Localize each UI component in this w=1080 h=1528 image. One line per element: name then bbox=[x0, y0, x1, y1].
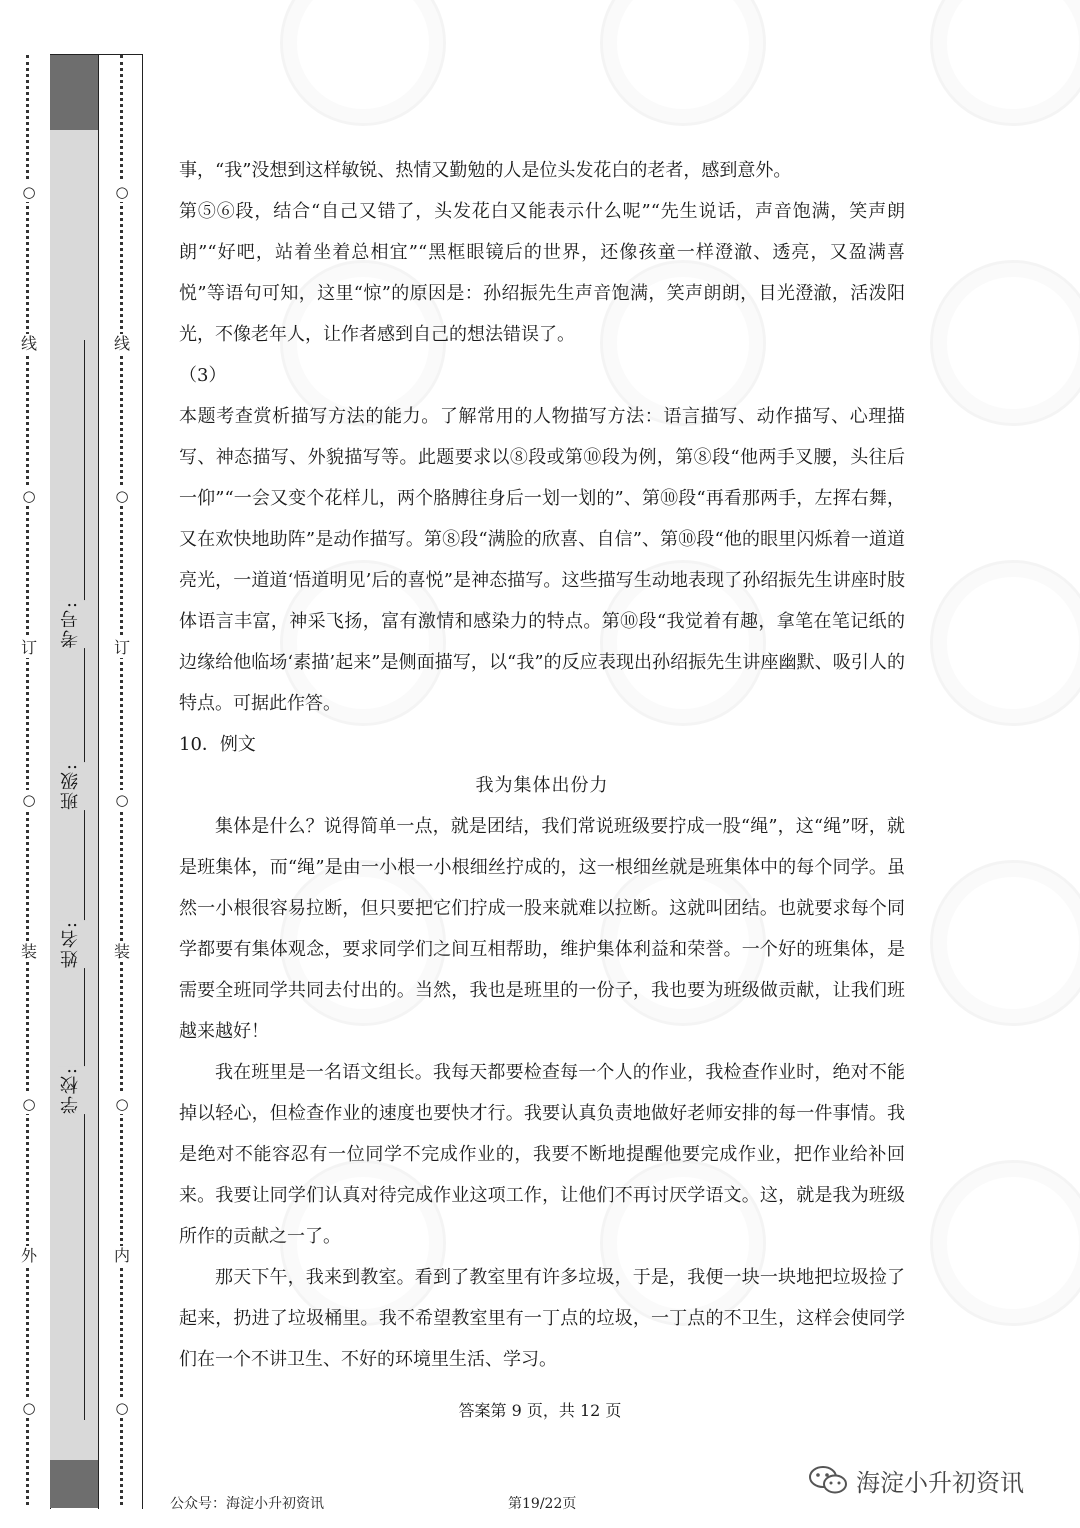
margin-circle: ○ bbox=[110, 1398, 134, 1418]
exam-no-label: 考号: bbox=[58, 600, 88, 648]
account-label: 公众号：海淀小升初资讯 bbox=[170, 1496, 324, 1512]
answer-content bbox=[179, 150, 905, 1380]
watermark-seal bbox=[600, 0, 766, 126]
margin-circle: ○ bbox=[110, 1094, 134, 1114]
paragraph: 第⑤⑥段，结合“自己又错了，头发花白又能表示什么呢”“先生说话，声音饱满，笑声朗朗”“好吧，站着坐着总相宜”“黑框眼镜后的世界，还像孩童一样澄澈、透亮，又盈满喜悦”等语句可知，这里“惊”的原因是：孙绍振先生声音饱满，笑声朗朗，目光澄澈，活泼阳光，不像老年人，让作者感到自己的想法错误了。 bbox=[179, 201, 905, 345]
margin-label-outer: 外 bbox=[17, 1246, 41, 1266]
field-underline bbox=[84, 340, 85, 1420]
margin-border bbox=[142, 54, 143, 1509]
margin-label-bind: 订 bbox=[110, 638, 134, 658]
watermark-seal bbox=[280, 0, 446, 126]
brand-name: 海淀小升初资讯 bbox=[856, 1468, 1024, 1497]
margin-circle: ○ bbox=[110, 790, 134, 810]
watermark-seal bbox=[930, 1160, 1080, 1326]
margin-label-line: 线 bbox=[110, 334, 134, 354]
page-number: 答案第 9 页，共 12 页 bbox=[458, 1401, 622, 1420]
school-label: 学校: bbox=[58, 1066, 88, 1114]
margin-circle: ○ bbox=[110, 486, 134, 506]
margin-label-staple: 装 bbox=[17, 942, 41, 962]
essay-paragraph: 集体是什么？说得简单一点，就是团结，我们常说班级要拧成一股“绳”，这“绳”呀，就是班集体，而“绳”是由一小根一小根细丝拧成的，这一根细丝就是班集体中的每个同学。虽然一小根很容易拉断，但只要把它们拧成一股来就难以拉断。这就叫团结。也就要求每个同学都要有集体观念，要求同学们之间互相帮助，维护集体利益和荣誉。一个好的班集体，是需要全班同学共同去付出的。当然，我也是班里的一份子，我也要为班级做贡献，让我们班越来越好！ bbox=[179, 816, 905, 1042]
watermark-seal bbox=[930, 260, 1080, 426]
margin-label-staple: 装 bbox=[110, 942, 134, 962]
margin-border bbox=[98, 54, 99, 1509]
paragraph: 事，“我”没想到这样敏锐、热情又勤勉的人是位头发花白的老者，感到意外。 bbox=[179, 160, 792, 181]
paragraph: 本题考查赏析描写方法的能力。了解常用的人物描写方法：语言描写、动作描写、心理描写、神态描写、外貌描写等。此题要求以⑧段或第⑩段为例，第⑧段“他两手叉腰，头往后一仰”“一会又变个花样儿，两个胳膊往身后一划一划的”、第⑩段“再看那两手，左挥右舞，又在欢快地助阵”是动作描写。第⑧段“满脸的欣喜、自信”、第⑩段“他的眼里闪烁着一道道亮光，一道道‘悟道明见’后的喜悦”是神态描写。这些描写生动地表现了孙绍振先生讲座时肢体语言丰富，神采飞扬，富有激情和感染力的特点。第⑩段“我觉着有趣，拿笔在笔记纸的边缘给他临场‘素描’起来”是侧面描写，以“我”的反应表现出孙绍振先生讲座幽默、吸引人的特点。可据此作答。 bbox=[179, 406, 905, 714]
margin-dark-block bbox=[50, 1460, 98, 1508]
brand-badge bbox=[808, 1455, 1024, 1505]
margin-circle: ○ bbox=[110, 182, 134, 202]
margin-label-inner: 内 bbox=[110, 1246, 134, 1266]
sub-question-number: （3） bbox=[179, 365, 227, 386]
class-label: 班级: bbox=[58, 762, 88, 810]
margin-circle: ○ bbox=[17, 1398, 41, 1418]
margin-circle: ○ bbox=[17, 1094, 41, 1114]
essay-title: 我为集体出份力 bbox=[475, 775, 609, 796]
essay-paragraph: 我在班里是一名语文组长。我每天都要检查每一个人的作业，我检查作业时，绝对不能掉以轻心，但检查作业的速度也要快才行。我要认真负责地做好老师安排的每一件事情。我是绝对不能容忍有一位同学不完成作业的，我要不断地提醒他要完成作业，把作业给补回来。我要让同学们认真对待完成作业这项工作，让他们不再讨厌学语文。这，就是我为班级所作的贡献之一了。 bbox=[179, 1062, 905, 1247]
essay-paragraph: 那天下午，我来到教室。看到了教室里有许多垃圾，于是，我便一块一块地把垃圾捡了起来，扔进了垃圾桶里。我不希望教室里有一丁点的垃圾，一丁点的不卫生，这样会使同学们在一个不讲卫生、不好的环境里生活、学习。 bbox=[179, 1267, 905, 1370]
question-heading: 10．例文 bbox=[179, 734, 256, 755]
margin-circle: ○ bbox=[17, 182, 41, 202]
wechat-icon bbox=[808, 1464, 848, 1496]
inner-dotted-line bbox=[120, 55, 129, 1505]
outer-dotted-line bbox=[26, 55, 35, 1505]
margin-circle: ○ bbox=[17, 486, 41, 506]
sheet-number: 第19/22页 bbox=[508, 1496, 577, 1512]
margin-dark-block bbox=[50, 55, 98, 130]
watermark-seal bbox=[930, 0, 1080, 126]
watermark-seal bbox=[930, 560, 1080, 726]
margin-label-line: 线 bbox=[17, 334, 41, 354]
watermark-seal bbox=[930, 860, 1080, 1026]
margin-circle: ○ bbox=[17, 790, 41, 810]
name-label: 姓名: bbox=[58, 920, 88, 968]
margin-label-bind: 订 bbox=[17, 638, 41, 658]
